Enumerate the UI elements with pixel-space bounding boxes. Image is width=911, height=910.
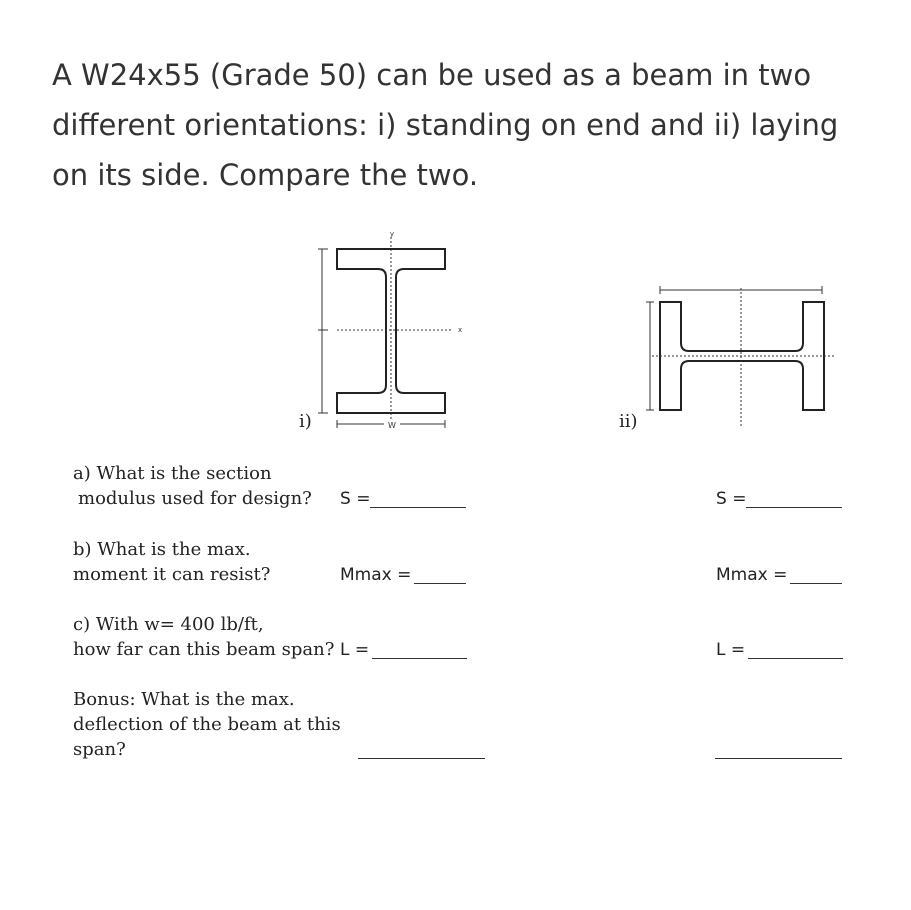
answer-b-i-label: Mmax = <box>340 565 412 585</box>
x-axis-label: x <box>458 326 463 334</box>
answer-a-i-blank[interactable] <box>370 507 466 508</box>
answer-bonus-i-blank[interactable] <box>358 758 485 759</box>
answer-a-ii-blank[interactable] <box>746 507 842 508</box>
problem-line-1: A W24x55 (Grade 50) can be used as a beam in two <box>52 58 812 92</box>
y-axis-label: y <box>389 230 395 238</box>
bonus-line-3: span? <box>73 739 126 760</box>
question-c-line-1: c) With w= 400 lb/ft, <box>73 614 264 635</box>
question-c-line-2: how far can this beam span? <box>73 639 335 660</box>
width-dim-label: W <box>388 421 396 430</box>
answer-c-ii-label: L = <box>716 640 746 660</box>
question-a-line-2: modulus used for design? <box>78 488 312 509</box>
question-b-line-2: moment it can resist? <box>73 564 271 585</box>
bonus-line-1: Bonus: What is the max. <box>73 689 295 710</box>
problem-line-3: on its side. Compare the two. <box>52 158 479 192</box>
figure-i-label: i) <box>299 411 312 432</box>
answer-b-ii-blank[interactable] <box>790 583 842 584</box>
bonus-line-2: deflection of the beam at this <box>73 714 341 735</box>
answer-c-ii-blank[interactable] <box>748 658 843 659</box>
question-b-line-1: b) What is the max. <box>73 539 251 560</box>
answer-c-i-blank[interactable] <box>372 658 467 659</box>
figure-i-beam-strong-axis <box>300 225 480 435</box>
answer-a-ii-label: S = <box>716 489 747 509</box>
answer-b-ii-label: Mmax = <box>716 565 788 585</box>
question-a-line-1: a) What is the section <box>73 463 272 484</box>
problem-line-2: different orientations: i) standing on end and ii) laying <box>52 108 839 142</box>
figure-ii-beam-weak-axis <box>640 280 850 430</box>
answer-c-i-label: L = <box>340 640 370 660</box>
problem-statement <box>52 50 872 200</box>
answer-bonus-ii-blank[interactable] <box>715 758 842 759</box>
figure-ii-label: ii) <box>619 411 638 432</box>
answer-a-i-label: S = <box>340 489 371 509</box>
answer-b-i-blank[interactable] <box>414 583 466 584</box>
